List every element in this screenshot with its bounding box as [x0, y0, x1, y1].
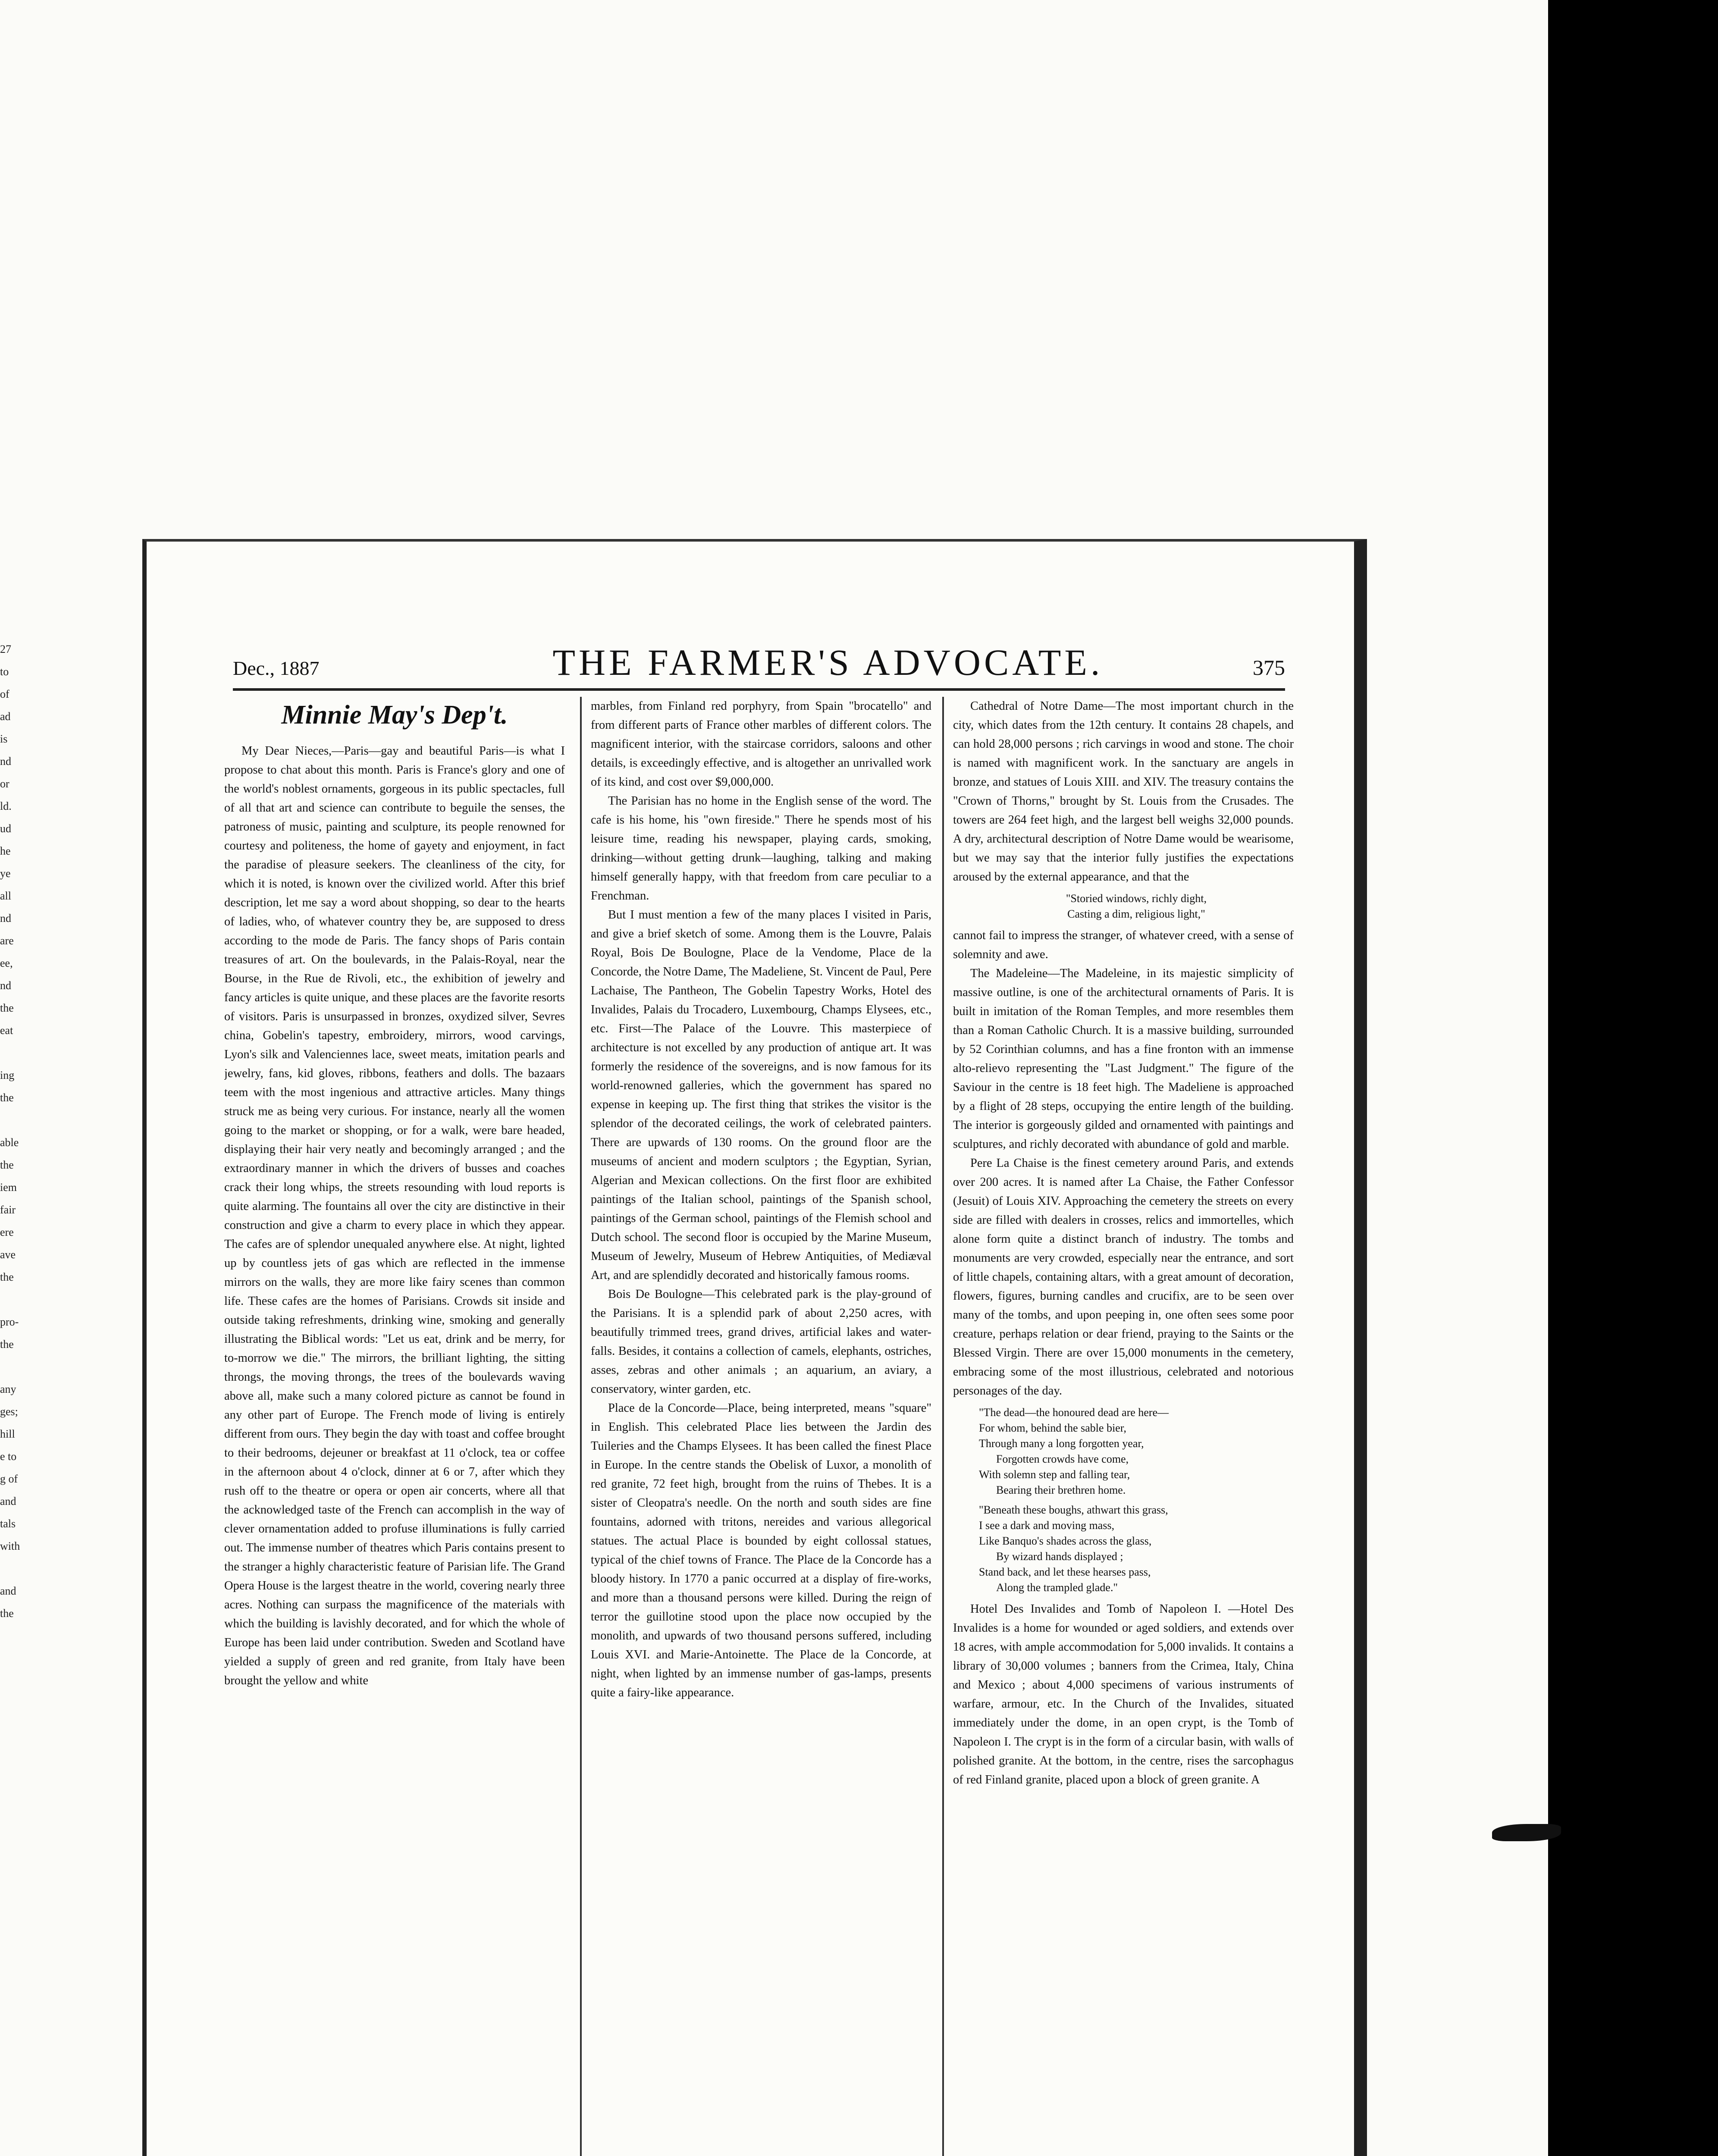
header-rule: [233, 688, 1285, 691]
article-paragraph: The Madeleine—The Madeleine, in its majestic simplicity of massive outline, is one of the architectural ornaments of Paris. It is built in imitation of the Roman Temples, and more resembles them than a Roman Catholic Church. It is a massive building, surrounded by 52 Corinthian columns, and has a fine fronton with an immense alto-relievo representing the "Last Judgment." The figure of the Saviour in the centre is 18 feet high. The Madeliene is approached by a flight of 28 steps, occupying the entire length of the building. The interior is gorgeously gilded and ornamented with paintings and sculptures, and richly decorated with abundance of gold and marble.: [953, 967, 1294, 1151]
page-number: 375: [1253, 655, 1285, 680]
verse-line: With solemn step and falling tear,: [979, 1468, 1130, 1481]
article-paragraph: Bois De Boulogne—This celebrated park is the play-ground of the Parisians. It is a splendid park of about 2,250 acres, with beautifully trimmed trees, grand drives, artificial lakes and water-falls. Besides, it contains a collection of camels, elephants, ostriches, asses, zebras and other animals ; an aquarium, an aviary, a conservatory, winter garden, etc.: [591, 1288, 931, 1396]
fragment-line: e to: [0, 1450, 17, 1463]
fragment-line: ld.: [0, 800, 12, 812]
column-2: [591, 697, 931, 2156]
fragment-line: iem: [0, 1181, 17, 1194]
verse-line: Stand back, and let these hearses pass,: [979, 1566, 1151, 1578]
verse-line: I see a dark and moving mass,: [979, 1519, 1115, 1532]
fragment-line: g of: [0, 1473, 18, 1485]
fragment-line: the: [0, 1271, 14, 1283]
masthead-title: THE FARMER'S ADVOCATE.: [552, 642, 1104, 683]
quoted-verse: [979, 1502, 1294, 1595]
fragment-line: and: [0, 1585, 16, 1597]
verse-line: By wizard hands displayed ;: [996, 1550, 1123, 1563]
verse-line: Casting a dim, religious light,": [1067, 908, 1205, 920]
article-paragraph: Hotel Des Invalides and Tomb of Napoleon I. —Hotel Des Invalides is a home for wounded or aged soldiers, and extends over 18 acres, with ample accommodation for 5,000 invalids. It contains a library of 30,000 volumes ; banners from the Crimea, Italy, China and Mexico ; about 4,000 specimens of various instruments of warfare, armour, etc. In the Church of the Invalides, situated immediately under the dome, in an open crypt, is the Tomb of Napoleon I. The crypt is in the form of a circular basin, with walls of polished granite. At the bottom, in the centre, rises the sarcophagus of red Finland granite, placed upon a block of green granite. A: [953, 1602, 1294, 1786]
verse-line: For whom, behind the sable bier,: [979, 1422, 1126, 1434]
verse-line: Along the trampled glade.": [996, 1581, 1118, 1594]
article-paragraph: marbles, from Finland red porphyry, from Spain "brocatello" and from different parts of France other marbles of different colors. The magnificent interior, with the staircase corridors, saloons and other details, is exceedingly effective, and is altogether an unrivalled work of its kind, and cost over $9,000,000.: [591, 699, 931, 789]
fragment-line: [0, 1356, 52, 1378]
fragment-line: nd: [0, 979, 11, 992]
article-paragraph: Pere La Chaise is the finest cemetery around Paris, and extends over 200 acres. It is named after La Chaise, the Father Confessor (Jesuit) of Louis XIV. Approaching the cemetery the streets on every side are filled with dealers in crosses, relics and immortelles, which alone form quite a distinct branch of industry. The tombs and monuments are very crowded, especially near the entrance, and sort of little chapels, containing altars, with a great amount of decoration, flowers, figures, burning candles and crucifix, are to be seen over many of the tombs, and upon peeping in, one often sees some poor creature, perhaps relation or dear friend, praying to the Saints or the Blessed Virgin. There are over 15,000 monuments in the cemetery, embracing some of the most illustrious, celebrated and notorious personages of the day.: [953, 1156, 1294, 1398]
fragment-line: the: [0, 1091, 14, 1104]
fragment-line: he: [0, 845, 11, 857]
fragment-line: with: [0, 1540, 20, 1552]
fragment-line: fair: [0, 1203, 16, 1216]
fragment-line: to: [0, 665, 9, 678]
quoted-verse: [979, 1405, 1294, 1498]
fragment-line: ee,: [0, 957, 13, 969]
fragment-line: able: [0, 1136, 19, 1149]
fragment-line: [0, 1109, 52, 1131]
fragment-line: [0, 1288, 52, 1311]
column-divider: [580, 697, 582, 2156]
verse-line: Bearing their brethren home.: [996, 1484, 1126, 1496]
verse-line: "The dead—the honoured dead are here—: [979, 1406, 1169, 1419]
article-paragraph: Place de la Concorde—Place, being interpreted, means "square" in English. This celebrated Place lies between the Jardin des Tuileries and the Champs Elysees. It has been called the finest Place in Europe. In the centre stands the Obelisk of Luxor, a monolith of red granite, 72 feet high, brought from the ruins of Thebes. It is a sister of Cleopatra's needle. On the north and south sides are fine fountains, adorned with tritons, nereides and various allegorical statues. The actual Place is bounded by eight collossal statues, typical of the chief towns of France. The Place de la Concorde has a bloody history. In 1770 a panic occurred at a display of fire-works, and more than a thousand persons were killed. During the reign of terror the guillotine stood upon the place now occupied by the monolith, and upwards of two thousand persons suffered, including Louis XVI. and Marie-Antoinette. The Place de la Concorde, at night, when lighted by an immense number of gas-lamps, presents quite a fairy-like appearance.: [591, 1401, 931, 1699]
section-heading: Minnie May's Dep't.: [281, 700, 508, 730]
article-paragraph: cannot fail to impress the stranger, of whatever creed, with a sense of solemnity and awe.: [953, 929, 1294, 961]
column-divider: [942, 697, 944, 2156]
column-3: [953, 697, 1294, 2156]
ink-blot: [1492, 1824, 1561, 1841]
fragment-line: ye: [0, 867, 11, 880]
fragment-line: ave: [0, 1248, 16, 1261]
fragment-line: [0, 1557, 52, 1580]
fragment-line: or: [0, 777, 9, 790]
fragment-line: the: [0, 1607, 14, 1620]
fragment-line: pro-: [0, 1316, 19, 1328]
fragment-line: is: [0, 733, 8, 745]
previous-page-fragments: [0, 638, 52, 1625]
article-paragraph: Cathedral of Notre Dame—The most important church in the city, which dates from the 12th century. It contains 28 chapels, and can hold 28,000 persons ; rich carvings in wood and stone. The choir is named with magnificent work. In the sanctuary are angels in bronze, and statues of Louis XIII. and XIV. The treasury contains the "Crown of Thorns," brought by St. Louis from the Crusades. The towers are 264 feet high, and the largest bell weighs 32,000 pounds. A dry, architectural description of Notre Dame would be wearisome, but we may say that the interior fully justifies the expectations aroused by the external appearance, and that the: [953, 699, 1294, 884]
fragment-line: all: [0, 890, 11, 902]
fragment-line: of: [0, 688, 9, 700]
fragment-line: nd: [0, 755, 11, 768]
fragment-line: ad: [0, 710, 11, 723]
article-paragraph: But I must mention a few of the many places I visited in Paris, and give a brief sketch of some. Among them is the Louvre, Palais Royal, Bois De Boulogne, Place de la Vendome, Place de la Concorde, the Notre Dame, The Madeliene, St. Vincent de Paul, Pere Lachaise, The Pantheon, The Gobelin Tapestry Works, Hotel des Invalides, Palais du Trocadero, Luxembourg, Champs Elysees, etc., etc. First—The Palace of the Louvre. This masterpiece of architecture is not excelled by any production of antique art. It was formerly the residence of the sovereigns, and is now famous for its world-renowned galleries, which the government has spared no expense in keeping up. The first thing that strikes the visitor is the splendor of the decorated ceilings, the work of celebrated painters. There are upwards of 130 rooms. On the ground floor are the museums of ancient and modern sculptors ; the Egyptian, Syrian, Algerian and Mexican collections. On the first floor are exhibited paintings of the Italian school, paintings of the Spanish school, paintings of the German school, paintings of the Flemish school and Dutch school. The second floor is occupied by the Marine Museum, Museum of Jewelry, Museum of Hebrew Antiquities, of Mediæval Art, and are splendidly decorated and historically famous rooms.: [591, 908, 931, 1282]
fragment-line: nd: [0, 912, 11, 924]
fragment-line: eat: [0, 1024, 13, 1037]
column-1: [224, 697, 565, 2156]
fragment-line: are: [0, 934, 14, 947]
fragment-line: [0, 1042, 52, 1064]
verse-line: Through many a long forgotten year,: [979, 1437, 1144, 1450]
fragment-line: any: [0, 1383, 16, 1395]
verse-line: Like Banquo's shades across the glass,: [979, 1535, 1152, 1547]
fragment-line: the: [0, 1338, 14, 1351]
newspaper-page: [142, 539, 1367, 2156]
fragment-line: the: [0, 1002, 14, 1014]
fragment-line: ing: [0, 1069, 15, 1081]
fragment-line: the: [0, 1159, 14, 1171]
verse-line: Forgotten crowds have come,: [996, 1453, 1129, 1465]
fragment-line: ges;: [0, 1405, 18, 1418]
page-header: [233, 641, 1285, 683]
fragment-line: ere: [0, 1226, 14, 1238]
fragment-line: hill: [0, 1428, 15, 1440]
fragment-line: tals: [0, 1517, 16, 1530]
verse-line: "Storied windows, richly dight,: [1066, 892, 1207, 905]
fragment-line: and: [0, 1495, 16, 1507]
article-paragraph: My Dear Nieces,—Paris—gay and beautiful Paris—is what I propose to chat about this month. Paris is France's glory and one of the world's noblest ornaments, gorgeous in its public spectacles, full of all that art and science can contribute to beguile the senses, the patroness of music, painting and sculpture, its people renowned for courtesy and politeness, the home of gayety and enjoyment, in fact the paradise of pleasure seekers. The cleanliness of the city, for which it is noted, is known over the civilized world. After this brief description, let me say a word about shopping, so dear to the hearts of ladies, who, of whatever country they be, are supposed to dress according to the mode de Paris. The fancy shops of Paris contain treasures of art. On the boulevards, in the Palais-Royal, near the Bourse, in the Rue de Rivoli, etc., the exhibition of jewelry and fancy articles is quite unique, and these places are the favorite resorts of visitors. Paris is unsurpassed in bronzes, oxydized silver, Sevres china, Gobelin's tapestry, embroidery, mirrors, wood carvings, Lyon's silk and Valenciennes lace, sweet meats, imitation pearls and jewelry, fans, kid gloves, ribbons, feathers and dolls. The bazaars teem with the most ingenious and attractive articles. Many things struck me as being very curious. For instance, nearly all the women going to the market or shopping, or for a walk, were bare headed, displaying their hair very neatly and becomingly arranged ; and the extraordinary manner in which the drivers of busses and coaches crack their long whips, the streets resounding with loud reports is quite alarming. The fountains all over the city are distinctive in their construction and give a charm to every place in which they appear. The cafes are of splendor unequaled anywhere else. At night, lighted up by countless jets of gas which are reflected in the immense mirrors on the walls, they are more like fairy scenes than common life. These cafes are the homes of Parisians. Crowds sit inside and outside taking refreshments, drinking wine, smoking and generally illustrating the Biblical words: "Let us eat, drink and be merry, for to-morrow we die." The mirrors, the brilliant lighting, the sitting throngs, the moving throngs, the trees of the boulevards waving above all, make such a many colored picture as cannot be found in any other part of Europe. The French mode of living is entirely different from ours. They begin the day with toast and coffee brought to their bedrooms, dejeuner or breakfast at 11 o'clock, tea or coffee in the afternoon about 4 o'clock, dinner at 6 or 7, after which they rush off to the theatre or opera or open air concerts, where all that the acknowledged taste of the French can accomplish in the way of clever ornamentation added to profuse illuminations is fully carried out. The immense number of theatres which Paris contains present to the stranger a highly characteristic feature of Parisian life. The Grand Opera House is the largest theatre in the world, covering nearly three acres. Nothing can surpass the magnificence of the materials with which the building is lavishly decorated, and for which the whole of Europe has been laid under contribution. Sweden and Scotland have yielded a supply of green and red granite, from Italy have been brought the yellow and white: [224, 744, 565, 1687]
quoted-verse: [979, 891, 1294, 922]
fragment-line: ud: [0, 822, 11, 835]
header-date: Dec., 1887: [233, 657, 320, 679]
verse-line: "Beneath these boughs, athwart this grass,: [979, 1504, 1168, 1516]
fragment-line: 27: [0, 643, 11, 655]
article-paragraph: The Parisian has no home in the English sense of the word. The cafe is his home, his "own fireside." There he spends most of his leisure time, reading his newspaper, playing cards, smoking, drinking—without getting drunk—laughing, talking and making himself generally happy, with that freedom from care peculiar to a Frenchman.: [591, 794, 931, 903]
